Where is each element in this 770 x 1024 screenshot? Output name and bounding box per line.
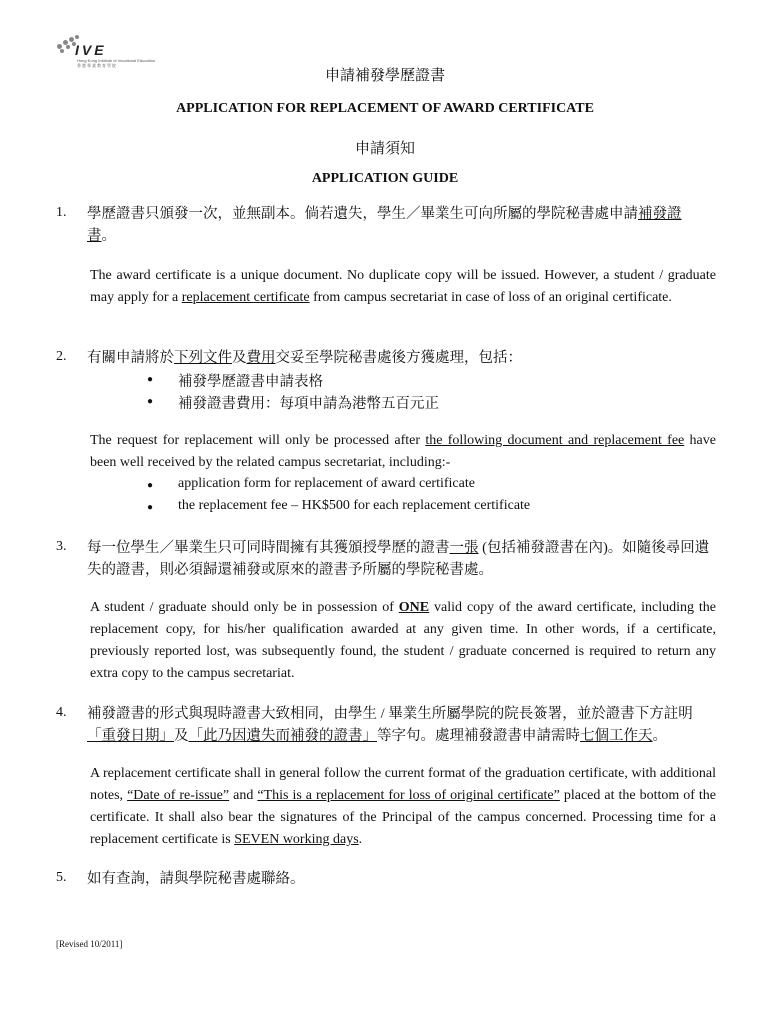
bullet-icon: ● <box>147 480 154 491</box>
item-4-number: 4. <box>56 705 67 720</box>
item-1-en: The award certificate is a unique document. No duplicate copy will be issued. However, a student / graduate may apply for a replacement certificate from campus secretariat in case of loss of an original certificate. <box>90 268 716 305</box>
item-1-number: 1. <box>56 205 67 220</box>
ive-logo <box>55 34 156 68</box>
item-3-en: A student / graduate should only be in possession of ONE valid copy of the award certificate, including the replacement copy, for his/her qualification awarded at any given time. In other words, if a certificate, previously reported lost, was subsequently found, the student / graduate concerned is required to return any extra copy to the campus secretariat. <box>90 600 716 681</box>
revision-note: [Revised 10/2011] <box>56 939 123 949</box>
item-1-zh: 學歷證書只頒發一次，並無副本。倘若遺失，學生／畢業生可向所屬的學院秘書處申請補發證 書。 <box>87 206 682 244</box>
item-2-zh-bullet: 補發學歷證書申請表格 <box>178 374 323 390</box>
logo-wordmark: IVE <box>75 42 107 58</box>
logo-subtitle-zh: 香港專業教育學院 <box>77 63 117 68</box>
item-5-zh: 如有查詢，請與學院秘書處聯絡。 <box>87 871 305 887</box>
en-title: APPLICATION FOR REPLACEMENT OF AWARD CERTIFICATE <box>176 101 594 116</box>
item-5-number: 5. <box>56 870 67 885</box>
item-2-en-bullet: the replacement fee – HK$500 for each replacement certificate <box>178 498 531 513</box>
zh-title: 申請補發學歷證書 <box>324 68 445 84</box>
bullet-icon: ● <box>147 502 154 513</box>
item-2-number: 2. <box>56 349 67 364</box>
item-4-zh: 補發證書的形式與現時證書大致相同，由學生 / 畢業生所屬學院的院長簽署，並於證書下方註明「重發日期」及「此乃因遺失而補發的證書」等字句。處理補發證書申請需時七個工作天。 <box>87 706 693 744</box>
bullet-icon: ● <box>147 374 154 385</box>
item-2-en: The request for replacement will only be processed after the following document and replacement fee have been well received by the related campus secretariat, including:- <box>90 433 716 470</box>
item-4-en: A replacement certificate shall in general follow the current format of the graduation certificate, with additional notes, “Date of re-issue” and “This is a replacement for loss of original certificate” placed at the bottom of the certificate. It shall also bear the signatures of the Principal of the campus concerned. Processing time for a replacement certificate is SEVEN working days. <box>90 766 717 847</box>
item-3-number: 3. <box>56 539 67 554</box>
item-2-zh-bullet: 補發證書費用：每項申請為港幣五百元正 <box>178 396 439 412</box>
zh-guide-title: 申請須知 <box>354 141 415 157</box>
item-3-zh: 每一位學生／畢業生只可同時間擁有其獲頒授學歷的證書一張 (包括補發證書在內)。如隨後尋回遺失的證書，則必須歸還補發或原來的證書予所屬的學院秘書處。 <box>87 540 710 578</box>
item-2-zh: 有關申請將於下列文件及費用交妥至學院秘書處後方獲處理，包括： <box>87 350 522 366</box>
bullet-icon: ● <box>147 396 154 407</box>
item-2-en-bullet: application form for replacement of award certificate <box>178 476 475 491</box>
logo-subtitle-en: Hong Kong Institute of Vocational Education <box>77 58 156 63</box>
en-guide-title: APPLICATION GUIDE <box>311 171 459 186</box>
